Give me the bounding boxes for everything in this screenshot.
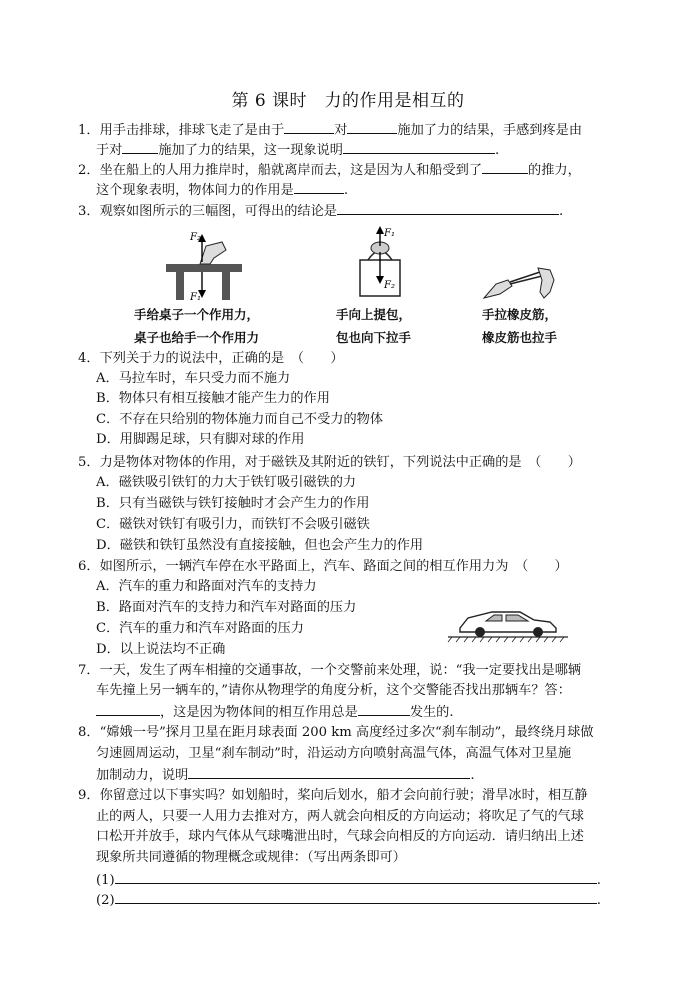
q3-text-a: 3．观察如图所示的三幅图，可得出的结论是 xyxy=(78,204,337,219)
q8-blank-1[interactable] xyxy=(188,765,470,779)
q8-text-d: . xyxy=(470,768,475,783)
q2-blank-1[interactable] xyxy=(482,160,528,174)
hand-rubberband-figure xyxy=(480,262,564,306)
figure1-caption-2: 桌子也给手一个作用力 xyxy=(134,330,260,345)
q9-line4: 现象所共同遵循的物理概念或规律：（写出两条即可） xyxy=(96,850,406,865)
q1-text-a: 1．用手击排球，排球飞走了是由于 xyxy=(78,123,285,138)
q5-option-d[interactable]: D．磁铁和铁钉虽然没有直接接触，但也会产生力的作用 xyxy=(96,538,424,553)
q9-label-2: (2) xyxy=(96,893,115,908)
q1-blank-4[interactable] xyxy=(343,140,495,154)
figure3-caption-2: 橡皮筋也拉手 xyxy=(482,330,558,345)
q2-text-d: . xyxy=(343,183,349,198)
q1-line1 xyxy=(78,120,582,140)
q4-option-d[interactable]: D．用脚踢足球，只有脚对球的作用 xyxy=(96,432,305,447)
q7-line1: 7．一天，发生了两车相撞的交通事故，一个交警前来处理，说：“我一定要找出是哪辆 xyxy=(78,663,582,678)
q1-text-c: 施加了力的结果，手感到疼是由 xyxy=(397,123,583,138)
q7-line3 xyxy=(96,702,454,722)
q9-line3: 口松开并放手，球内气体从气球嘴泄出时，气球会向相反的方向运动．请归纳出上述 xyxy=(96,829,584,844)
q6-option-c[interactable]: C．汽车的重力和汽车对路面的压力 xyxy=(96,621,304,636)
q1-blank-2[interactable] xyxy=(347,120,397,134)
q3-text-b: . xyxy=(558,204,564,219)
car-on-road-figure xyxy=(446,604,570,644)
page-title: 第 6 课时 力的作用是相互的 xyxy=(231,91,465,111)
hand-bag-figure xyxy=(350,224,410,302)
q7-blank-2[interactable] xyxy=(358,702,410,716)
q7-blank-1[interactable] xyxy=(96,702,160,716)
q4-option-a[interactable]: A．马拉车时，车只受力而不施力 xyxy=(96,371,291,386)
q1-text-d: 于对 xyxy=(96,143,123,158)
q3-line1 xyxy=(78,201,563,221)
q7-line2: 车先撞上另一辆车的，”请你从物理学的角度分析，这个交警能否找出那辆车？答： xyxy=(96,683,571,698)
q6-option-d[interactable]: D．以上说法均不正确 xyxy=(96,642,226,657)
q9-line1: 9．你留意过以下事实吗？如划船时，桨向后划水，船才会向前行驶；滑旱冰时，相互静 xyxy=(78,788,588,803)
q6-stem: 6．如图所示，一辆汽车停在水平路面上，汽车、路面之间的相互作用力为 （ ） xyxy=(78,559,568,574)
q5-option-b[interactable]: B．只有当磁铁与铁钉接触时才会产生力的作用 xyxy=(96,496,370,511)
hand-left xyxy=(484,280,512,298)
q2-line2 xyxy=(96,180,348,200)
q4-option-c[interactable]: C．不存在只给别的物体施力而自己不受力的物体 xyxy=(96,412,384,427)
hand-shape xyxy=(200,242,226,264)
q6-option-b[interactable]: B．路面对汽车的支持力和汽车对路面的压力 xyxy=(96,600,357,615)
q8-line3 xyxy=(96,765,475,785)
q7-text-d: 发生的. xyxy=(409,705,454,720)
road-hatching xyxy=(448,637,564,642)
q9-end-1: . xyxy=(596,873,601,888)
q9-end-2: . xyxy=(596,893,601,908)
hand-table-figure xyxy=(160,228,246,304)
table-leg-right xyxy=(222,272,230,300)
q4-stem: 4．下列关于力的说法中，正确的是 （ ） xyxy=(78,351,344,366)
q2-line1 xyxy=(78,160,581,180)
q1-text-e: 施加了力的结果，这一现象说明 xyxy=(158,143,343,158)
q1-text-b: 对 xyxy=(334,123,348,138)
q9-blank-1[interactable] xyxy=(115,870,597,884)
q2-blank-2[interactable] xyxy=(294,180,344,194)
figure2-caption-1: 手向上提包， xyxy=(336,307,412,322)
table-top xyxy=(166,264,242,272)
q9-answer-1 xyxy=(96,870,601,890)
q9-line2: 止的两人，只要一人用力去推对方，两人就会向相反的方向运动；将吹足了气的气球 xyxy=(96,809,584,824)
hand-right xyxy=(538,268,554,298)
q1-blank-1[interactable] xyxy=(284,120,334,134)
q4-option-b[interactable]: B．物体只有相互接触才能产生力的作用 xyxy=(96,391,330,406)
label-f1: F₁ xyxy=(384,228,395,239)
q1-line2 xyxy=(96,140,499,160)
figure1-caption-1: 手给桌子一个作用力， xyxy=(134,307,260,322)
label-f2: F₂ xyxy=(384,280,395,291)
q7-text-c: ，这是因为物体间的相互作用总是 xyxy=(160,705,358,720)
label-f2: F₂ xyxy=(190,232,201,243)
arrow-head-down xyxy=(376,276,384,284)
q9-answer-2 xyxy=(96,890,601,910)
q1-text-f: . xyxy=(495,143,500,158)
q6-option-a[interactable]: A．汽车的重力和路面对汽车的支持力 xyxy=(96,579,317,594)
q8-line1: 8．“嫦娥一号”探月卫星在距月球表面 200 km 高度经过多次“刹车制动”，最终绕月球做 xyxy=(78,725,594,740)
q2-text-c: 这个现象表明，物体间力的作用是 xyxy=(96,183,294,198)
car-wheel-front xyxy=(475,627,485,637)
q1-blank-3[interactable] xyxy=(122,140,158,154)
q3-blank-1[interactable] xyxy=(337,201,559,215)
q9-label-1: (1) xyxy=(96,873,115,888)
car-wheel-rear xyxy=(533,627,543,637)
q9-blank-2[interactable] xyxy=(115,890,597,904)
figure3-caption-1: 手拉橡皮筋， xyxy=(482,307,558,322)
q5-option-c[interactable]: C．磁铁对铁钉有吸引力，而铁钉不会吸引磁铁 xyxy=(96,517,370,532)
q5-option-a[interactable]: A．磁铁吸引铁钉的力大于铁钉吸引磁铁的力 xyxy=(96,475,357,490)
q8-text-c: 加制动力，说明 xyxy=(96,768,189,783)
table-leg-left xyxy=(176,272,184,300)
q8-line2: 匀速圆周运动，卫星“刹车制动”时，沿运动方向喷射高温气体，高温气体对卫星施 xyxy=(96,746,572,761)
q5-stem: 5．力是物体对物体的作用，对于磁铁及其附近的铁钉，下列说法中正确的是 （ ） xyxy=(78,455,581,470)
arrow-head-up xyxy=(376,226,384,234)
label-f1: F₁ xyxy=(190,292,201,303)
figure2-caption-2: 包也向下拉手 xyxy=(336,330,412,345)
q2-text-b: 的推力， xyxy=(528,163,581,178)
q2-text-a: 2．坐在船上的人用力推岸时，船就离岸而去，这是因为人和船受到了 xyxy=(78,163,483,178)
